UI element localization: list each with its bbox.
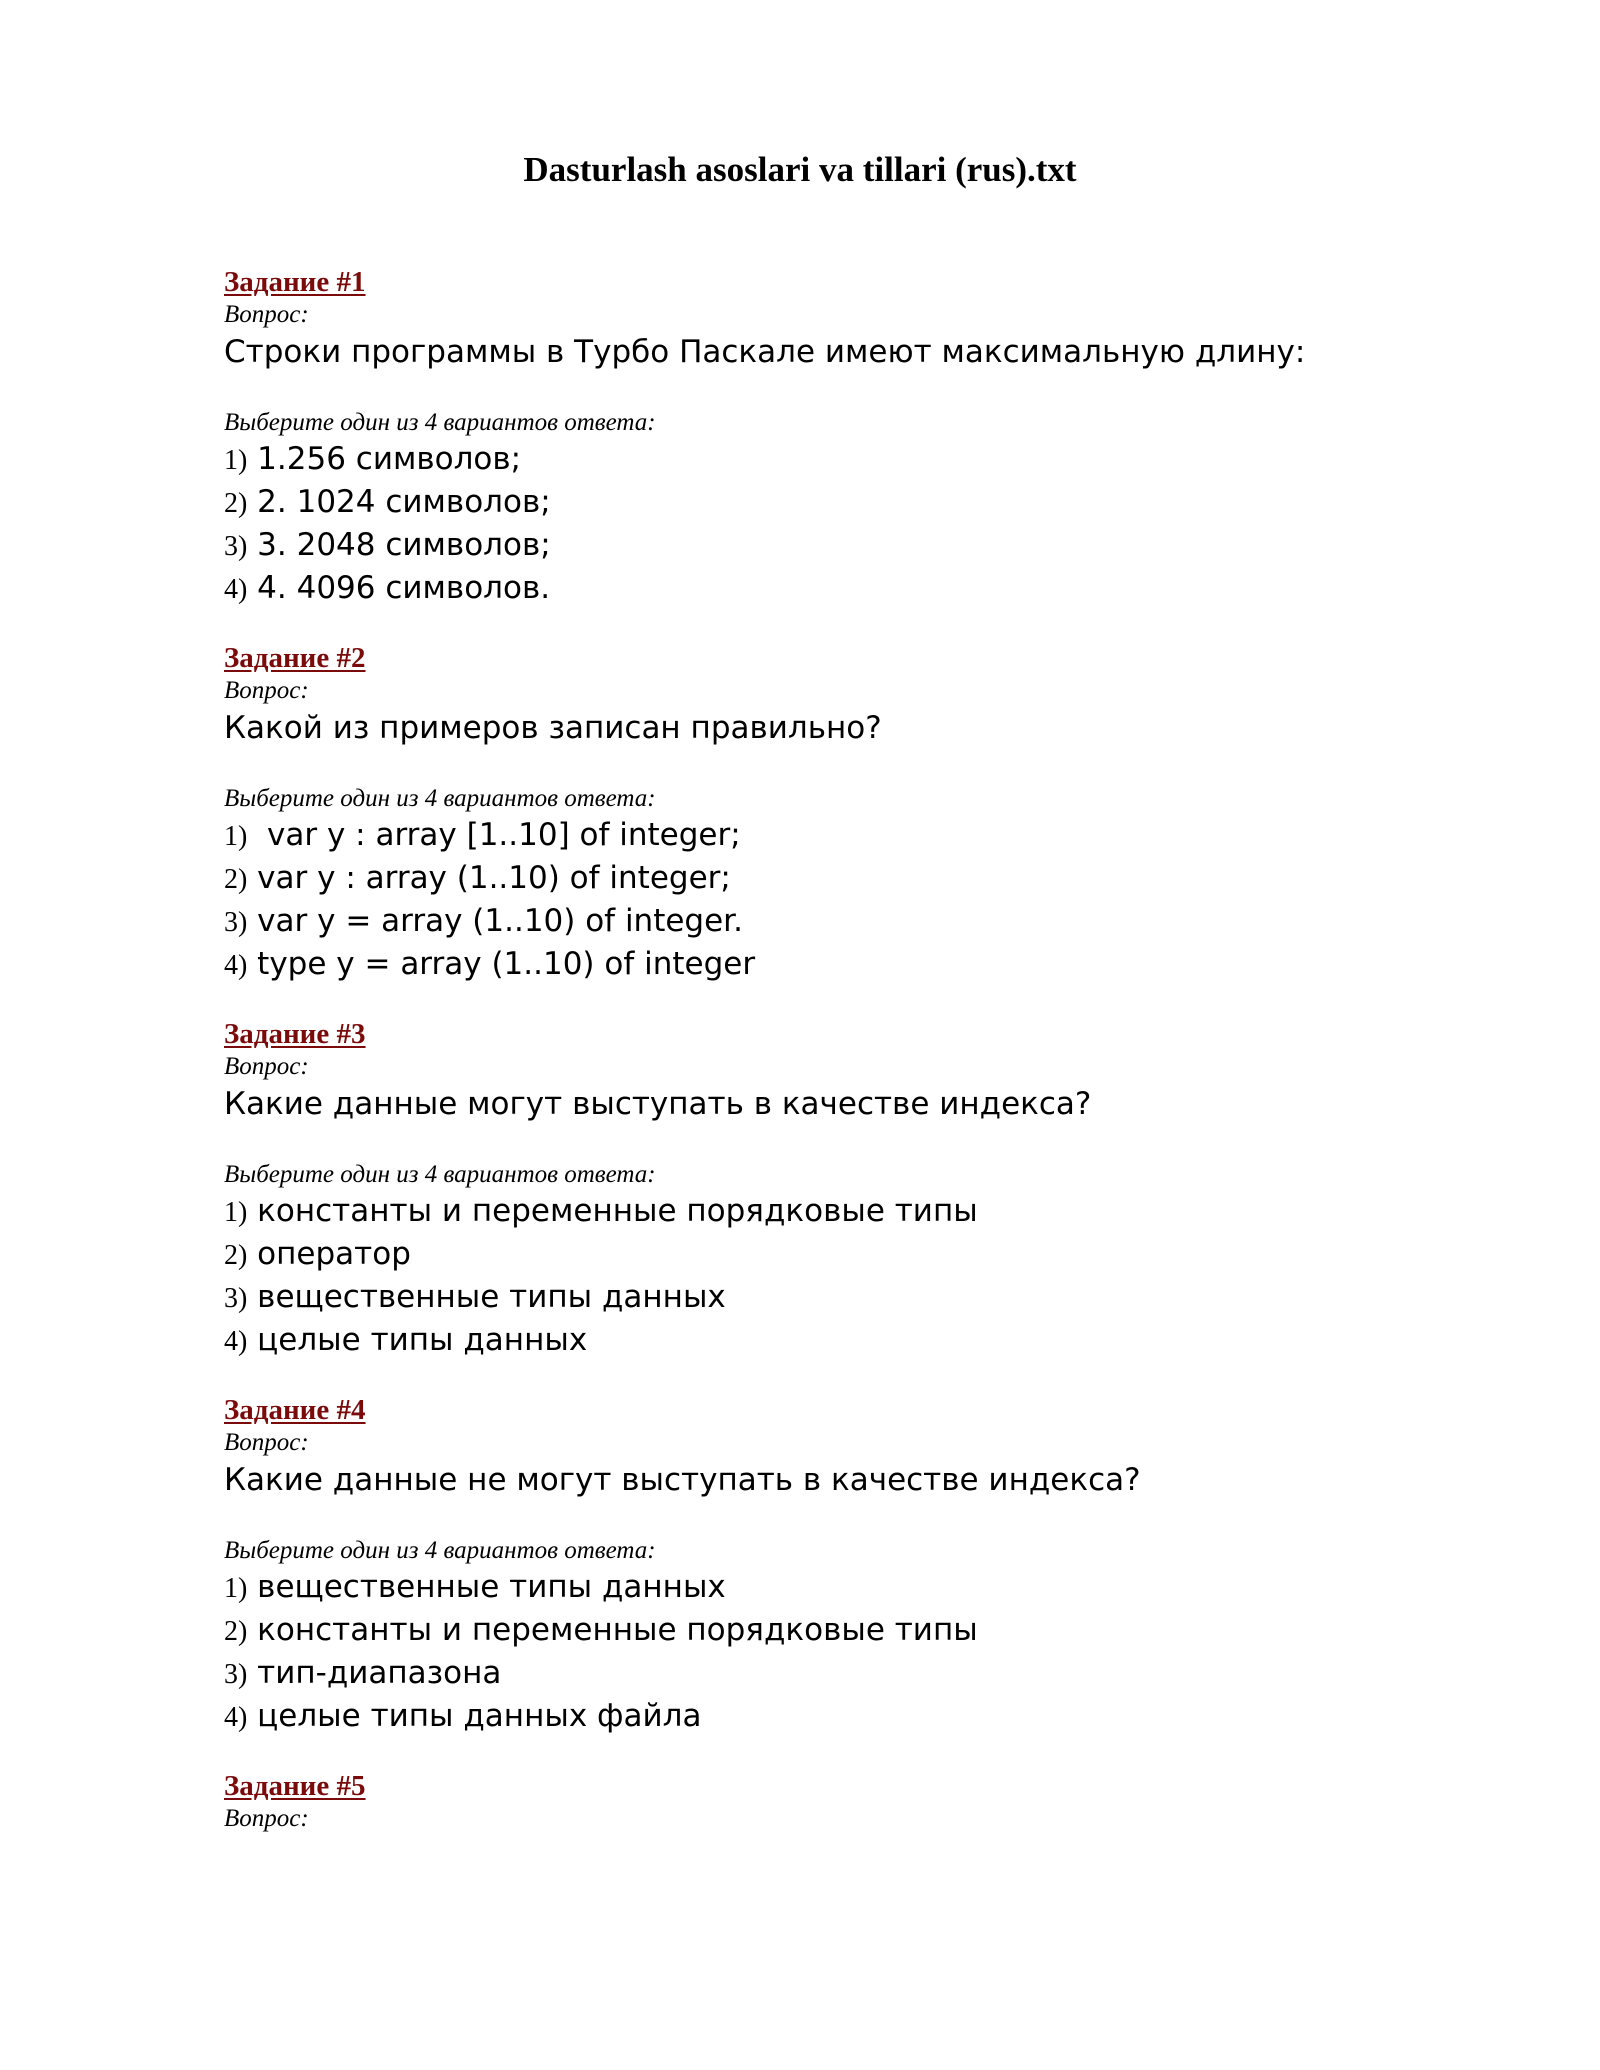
option-text: тип-диапазона [247, 1655, 502, 1691]
answer-option [224, 1695, 1424, 1738]
answer-option [224, 1233, 1424, 1276]
document-content [224, 264, 1424, 1864]
task-heading-link[interactable]: Задание #4 [224, 1394, 366, 1426]
task-heading-link[interactable]: Задание #3 [224, 1018, 366, 1050]
option-text: 1.256 символов; [247, 441, 522, 477]
question-label: Вопрос: [224, 677, 309, 704]
option-number: 4) [224, 1702, 248, 1733]
answer-option [224, 943, 1424, 986]
task-4 [224, 1392, 1424, 1738]
answer-option [224, 481, 1424, 524]
answer-option [224, 438, 1424, 481]
answer-options [224, 438, 1424, 610]
task-2 [224, 640, 1424, 986]
task-heading-link[interactable]: Задание #1 [224, 266, 366, 298]
choose-answer-label: Выберите один из 4 вариантов ответа: [224, 1161, 656, 1188]
option-text: type y = array (1..10) of integer [247, 946, 756, 982]
answer-option [224, 1566, 1424, 1609]
task-heading-link[interactable]: Задание #2 [224, 642, 366, 674]
question-text: Какие данные могут выступать в качестве индекса? [224, 1086, 1092, 1122]
option-number: 3) [224, 1283, 248, 1314]
option-number: 3) [224, 1659, 248, 1690]
answer-option [224, 1276, 1424, 1319]
option-text: вещественные типы данных [247, 1569, 726, 1605]
task-1 [224, 264, 1424, 610]
document-title: Dasturlash asoslari va tillari (rus).txt [523, 150, 1077, 189]
option-text: var y : array [1..10] of integer; [247, 817, 741, 853]
option-text: константы и переменные порядковые типы [247, 1193, 978, 1229]
answer-option [224, 1319, 1424, 1362]
option-number: 3) [224, 907, 248, 938]
answer-option [224, 567, 1424, 610]
task-heading-link[interactable]: Задание #5 [224, 1770, 366, 1802]
option-number: 4) [224, 1326, 248, 1357]
option-text: оператор [247, 1236, 411, 1272]
question-label: Вопрос: [224, 1805, 309, 1832]
answer-option [224, 857, 1424, 900]
answer-option [224, 1652, 1424, 1695]
task-3 [224, 1016, 1424, 1362]
answer-option [224, 1609, 1424, 1652]
choose-answer-label: Выберите один из 4 вариантов ответа: [224, 1537, 656, 1564]
option-text: целые типы данных файла [247, 1698, 702, 1734]
option-number: 2) [224, 1616, 248, 1647]
option-text: 3. 2048 символов; [247, 527, 551, 563]
option-text: целые типы данных [247, 1322, 588, 1358]
option-number: 1) [224, 1197, 248, 1228]
question-label: Вопрос: [224, 301, 309, 328]
option-number: 1) [224, 1573, 248, 1604]
option-text: 4. 4096 символов. [247, 570, 551, 606]
task-5 [224, 1768, 1424, 1834]
option-number: 2) [224, 488, 248, 519]
answer-option [224, 524, 1424, 567]
answer-options [224, 1190, 1424, 1362]
option-text: вещественные типы данных [247, 1279, 726, 1315]
answer-option [224, 1190, 1424, 1233]
answer-options [224, 814, 1424, 986]
option-number: 4) [224, 574, 248, 605]
choose-answer-label: Выберите один из 4 вариантов ответа: [224, 785, 656, 812]
option-text: 2. 1024 символов; [247, 484, 551, 520]
answer-option [224, 900, 1424, 943]
question-text: Строки программы в Турбо Паскале имеют максимальную длину: [224, 334, 1306, 370]
option-text: var y = array (1..10) of integer. [247, 903, 743, 939]
question-text: Какой из примеров записан правильно? [224, 710, 882, 746]
option-number: 4) [224, 950, 248, 981]
option-number: 1) [224, 445, 248, 476]
option-text: var y : array (1..10) of integer; [247, 860, 731, 896]
answer-option [224, 814, 1424, 857]
option-number: 3) [224, 531, 248, 562]
question-label: Вопрос: [224, 1429, 309, 1456]
option-number: 2) [224, 1240, 248, 1271]
option-text: константы и переменные порядковые типы [247, 1612, 978, 1648]
question-label: Вопрос: [224, 1053, 309, 1080]
answer-options [224, 1566, 1424, 1738]
option-number: 1) [224, 821, 248, 852]
option-number: 2) [224, 864, 248, 895]
question-text: Какие данные не могут выступать в качестве индекса? [224, 1462, 1141, 1498]
choose-answer-label: Выберите один из 4 вариантов ответа: [224, 409, 656, 436]
